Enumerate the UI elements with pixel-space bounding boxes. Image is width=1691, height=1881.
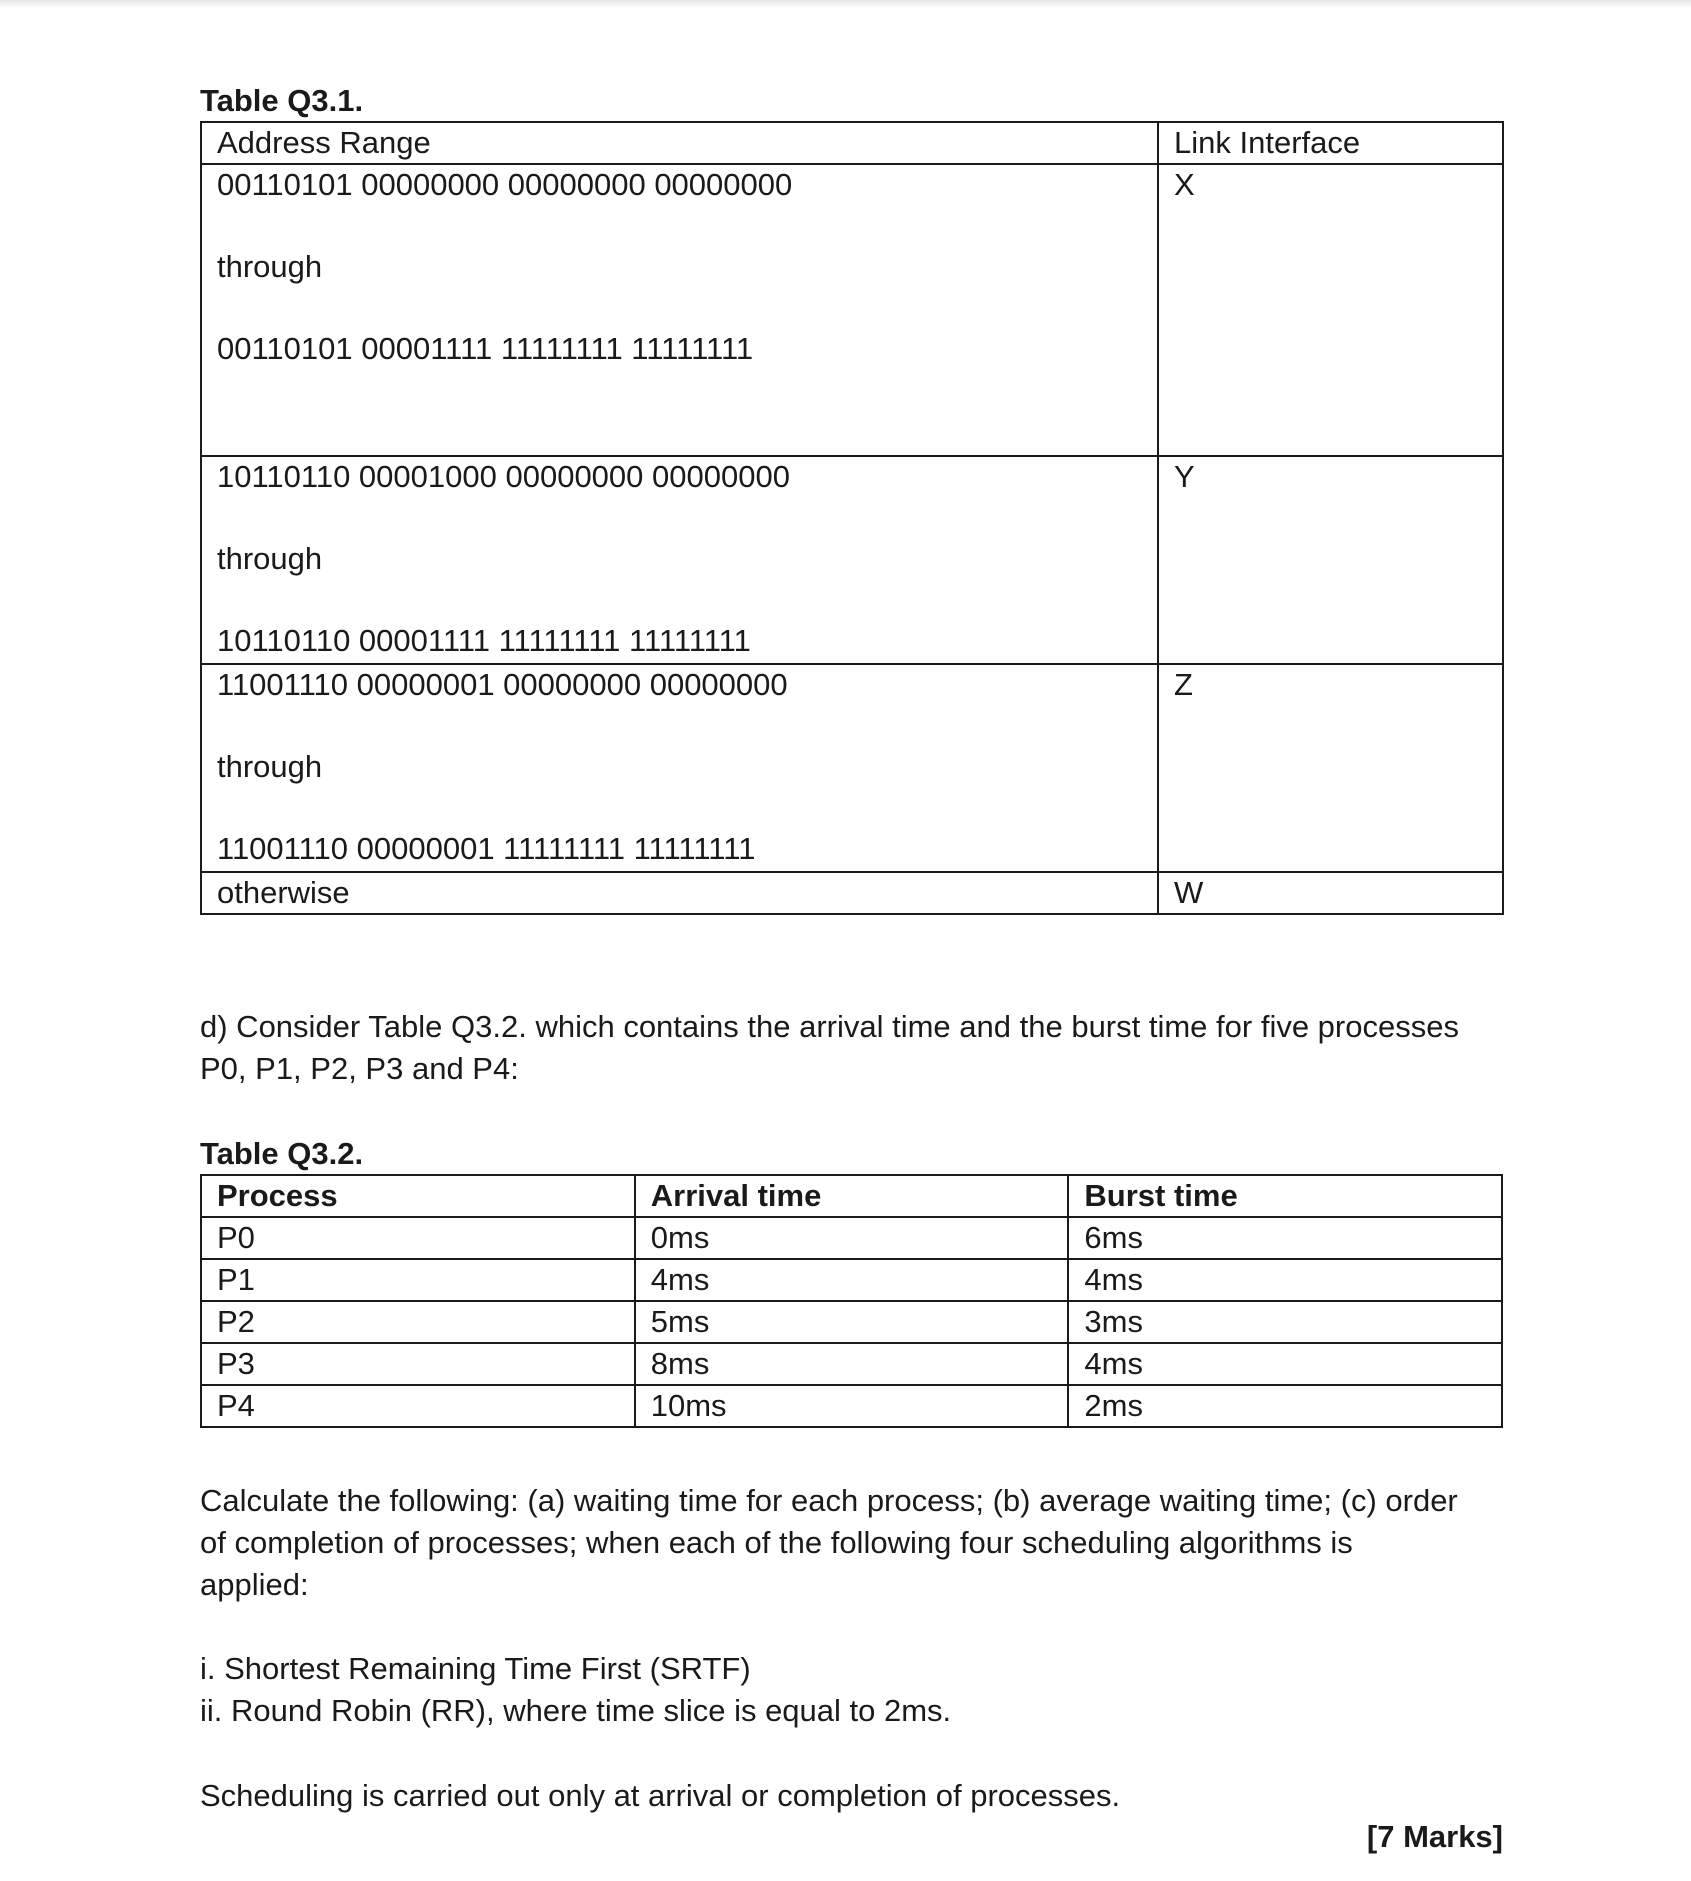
table-header-row: [201, 1175, 1502, 1217]
table-header-row: [201, 122, 1503, 164]
marks-label: [7 Marks]: [1366, 1819, 1503, 1854]
process-table: [200, 1174, 1503, 1428]
range-end: 10110110 00001111 11111111 11111111: [217, 623, 751, 658]
calculate-line: applied:: [200, 1567, 309, 1602]
link-interface-cell: Z: [1158, 664, 1503, 872]
range-through: through: [217, 249, 323, 284]
burst-time-cell: 6ms: [1068, 1217, 1502, 1259]
address-range-header: Address Range: [201, 122, 1158, 164]
range-end: 11001110 00000001 11111111 11111111: [217, 831, 756, 866]
table-row: [201, 664, 1503, 872]
process-cell: P3: [201, 1343, 635, 1385]
range-through: through: [217, 541, 323, 576]
table-row: [201, 872, 1503, 914]
address-range-table: [200, 121, 1504, 915]
process-cell: P0: [201, 1217, 635, 1259]
link-interface-header: Link Interface: [1158, 122, 1503, 164]
arrival-time-cell: 0ms: [635, 1217, 1069, 1259]
arrival-time-cell: 10ms: [635, 1385, 1069, 1427]
burst-time-cell: 4ms: [1068, 1343, 1502, 1385]
arrival-time-cell: 5ms: [635, 1301, 1069, 1343]
table-row: [201, 1301, 1502, 1343]
arrival-time-cell: 8ms: [635, 1343, 1069, 1385]
address-range-cell: [201, 164, 1158, 456]
table-row: [201, 456, 1503, 664]
question-d-line: P0, P1, P2, P3 and P4:: [200, 1051, 519, 1086]
table-q3-1-caption: Table Q3.1.: [200, 83, 364, 118]
algorithm-list: [200, 1648, 1510, 1732]
link-interface-cell: X: [1158, 164, 1503, 456]
burst-time-header: Burst time: [1068, 1175, 1502, 1217]
range-start: 00110101 00000000 00000000 00000000: [217, 167, 793, 202]
calculate-line: of completion of processes; when each of the following four scheduling algorithms is: [200, 1525, 1353, 1560]
process-cell: P4: [201, 1385, 635, 1427]
burst-time-cell: 4ms: [1068, 1259, 1502, 1301]
question-d-line: d) Consider Table Q3.2. which contains the arrival time and the burst time for five processes: [200, 1009, 1459, 1044]
question-d-text: [200, 1006, 1510, 1090]
table-row: [201, 1385, 1502, 1427]
calculate-line: Calculate the following: (a) waiting time for each process; (b) average waiting time; (c) order: [200, 1483, 1458, 1518]
range-end: 00110101 00001111 11111111 11111111: [217, 331, 754, 366]
page-top-shadow: [0, 0, 1691, 8]
range-start: 11001110 00000001 00000000 00000000: [217, 667, 788, 702]
algorithm-item-rr: ii. Round Robin (RR), where time slice is equal to 2ms.: [200, 1693, 952, 1728]
table-q3-2-caption: Table Q3.2.: [200, 1136, 364, 1171]
calculate-instructions: [200, 1480, 1510, 1606]
scheduling-note: Scheduling is carried out only at arrival or completion of processes.: [200, 1778, 1121, 1813]
range-through: through: [217, 749, 323, 784]
table-row: [201, 1259, 1502, 1301]
table-row: [201, 1343, 1502, 1385]
process-header: Process: [201, 1175, 635, 1217]
range-start: 10110110 00001000 00000000 00000000: [217, 459, 790, 494]
arrival-time-cell: 4ms: [635, 1259, 1069, 1301]
table-row: [201, 1217, 1502, 1259]
process-cell: P2: [201, 1301, 635, 1343]
process-cell: P1: [201, 1259, 635, 1301]
address-range-cell: [201, 456, 1158, 664]
address-range-cell: [201, 664, 1158, 872]
algorithm-item-srtf: i. Shortest Remaining Time First (SRTF): [200, 1651, 751, 1686]
burst-time-cell: 3ms: [1068, 1301, 1502, 1343]
otherwise-cell: otherwise: [201, 872, 1158, 914]
table-row: [201, 164, 1503, 456]
burst-time-cell: 2ms: [1068, 1385, 1502, 1427]
link-interface-cell: Y: [1158, 456, 1503, 664]
link-interface-cell: W: [1158, 872, 1503, 914]
arrival-time-header: Arrival time: [635, 1175, 1069, 1217]
